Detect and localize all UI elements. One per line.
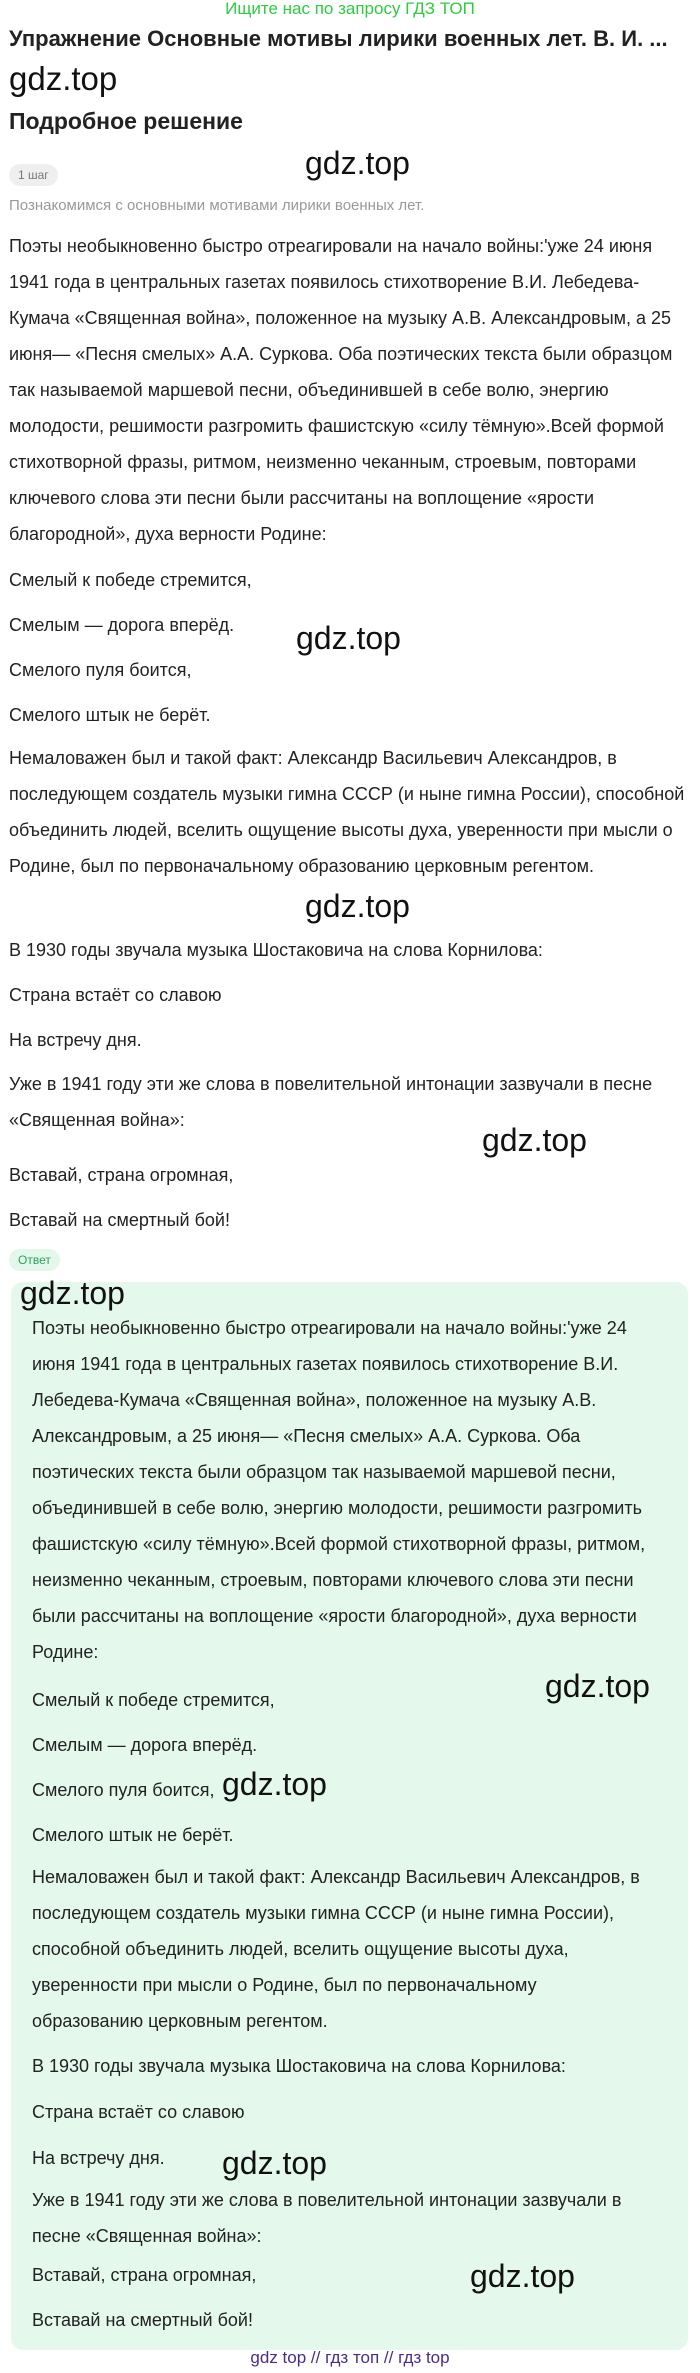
poem-line: На встречу дня. bbox=[9, 1030, 142, 1050]
poem-line: Страна встаёт со славою bbox=[32, 2102, 245, 2122]
poem-line: Страна встаёт со славою bbox=[9, 985, 222, 1005]
step-badge: 1 шаг bbox=[9, 164, 58, 186]
poem-line: Смелого пуля боится, bbox=[9, 660, 192, 680]
watermark: gdz.top bbox=[296, 620, 401, 656]
solution-paragraph: Немаловажен был и такой факт: Александр Васильевич Александров, в последующем создатель музыки гимна СССР (и ныне гимна России), способной объединить людей, вселить ощущение высоты духа, уверенности при мысли о Родине, был по первоначальному образованию церковным регентом. bbox=[9, 748, 685, 876]
step-intro: Познакомимся с основными мотивами лирики военных лет. bbox=[9, 197, 425, 214]
poem-line: Вставай, страна огромная, bbox=[9, 1165, 234, 1185]
poem-line: Смелый к победе стремится, bbox=[9, 570, 252, 590]
poem-line: Смелого штык не берёт. bbox=[9, 705, 211, 725]
footer-links[interactable]: gdz top // гдз топ // гдз top bbox=[250, 2348, 450, 2367]
poem-line: Вставай на смертный бой! bbox=[9, 1210, 230, 1230]
poem-line: Вставай, страна огромная, bbox=[32, 2265, 257, 2285]
watermark: gdz.top bbox=[305, 145, 410, 181]
answer-paragraph: Немаловажен был и такой факт: Александр Васильевич Александров, в последующем создатель музыки гимна СССР (и ныне гимна России), способной объединить людей, вселить ощущение высоты духа, уверенности при мысли о Родине, был по первоначальному образованию церковным регентом. bbox=[32, 1867, 640, 2031]
section-heading: Подробное решение bbox=[9, 108, 243, 134]
answer-paragraph: Уже в 1941 году эти же слова в повелительной интонации зазвучали в песне «Священная война»: bbox=[32, 2190, 622, 2246]
watermark: gdz.top bbox=[482, 1122, 587, 1158]
watermark: gdz.top bbox=[545, 1668, 650, 1704]
watermark: gdz.top bbox=[222, 2145, 327, 2181]
solution-paragraph: Уже в 1941 году эти же слова в повелительной интонации зазвучали в песне «Священная война»: bbox=[9, 1074, 653, 1130]
poem-line: Смелым — дорога вперёд. bbox=[32, 1735, 258, 1755]
watermark: gdz.top bbox=[20, 1275, 125, 1311]
site-logo[interactable]: gdz.top bbox=[9, 60, 118, 97]
watermark: gdz.top bbox=[222, 1766, 327, 1802]
poem-line: Смелого пуля боится, bbox=[32, 1780, 215, 1800]
poem-line: Смелый к победе стремится, bbox=[32, 1690, 275, 1710]
poem-line: На встречу дня. bbox=[32, 2148, 165, 2168]
poem-line: Вставай на смертный бой! bbox=[32, 2310, 253, 2330]
poem-line: Смелым — дорога вперёд. bbox=[9, 615, 235, 635]
poem-line: Смелого штык не берёт. bbox=[32, 1825, 234, 1845]
answer-badge: Ответ bbox=[9, 1249, 60, 1271]
watermark: gdz.top bbox=[470, 2258, 575, 2294]
page-title: Упражнение Основные мотивы лирики военных лет. В. И. ... bbox=[9, 26, 668, 51]
top-banner[interactable]: Ищите нас по запросу ГДЗ ТОП bbox=[225, 0, 475, 18]
solution-paragraph: В 1930 годы звучала музыка Шостаковича на слова Корнилова: bbox=[9, 940, 543, 960]
answer-paragraph: Поэты необыкновенно быстро отреагировали на начало войны:'уже 24 июня 1941 года в центральных газетах появилось стихотворение В.И. Лебедева-Кумача «Священная война», положенное на музыку А.В. Александровым, а 25 июня— «Песня смелых» А.А. Суркова. Оба поэтических текста были образцом так называемой маршевой песни, объединившей в себе волю, энергию молодости, решимости разгромить фашистскую «силу тёмную».Всей формой стихотворной фразы, ритмом, неизменно чеканным, строевым, повторами ключевого слова эти песни были рассчитаны на воплощение «ярости благородной», духа верности Родине: bbox=[32, 1318, 646, 1662]
watermark: gdz.top bbox=[305, 888, 410, 924]
answer-paragraph: В 1930 годы звучала музыка Шостаковича на слова Корнилова: bbox=[32, 2056, 566, 2076]
solution-paragraph: Поэты необыкновенно быстро отреагировали на начало войны:'уже 24 июня 1941 года в центральных газетах появилось стихотворение В.И. Лебедева-Кумача «Священная война», положенное на музыку А.В. Александровым, а 25 июня— «Песня смелых» А.А. Суркова. Оба поэтических текста были образцом так называемой маршевой песни, объединившей в себе волю, энергию молодости, решимости разгромить фашистскую «силу тёмную».Всей формой стихотворной фразы, ритмом, неизменно чеканным, строевым, повторами ключевого слова эти песни были рассчитаны на воплощение «ярости благородной», духа верности Родине: bbox=[9, 236, 673, 544]
